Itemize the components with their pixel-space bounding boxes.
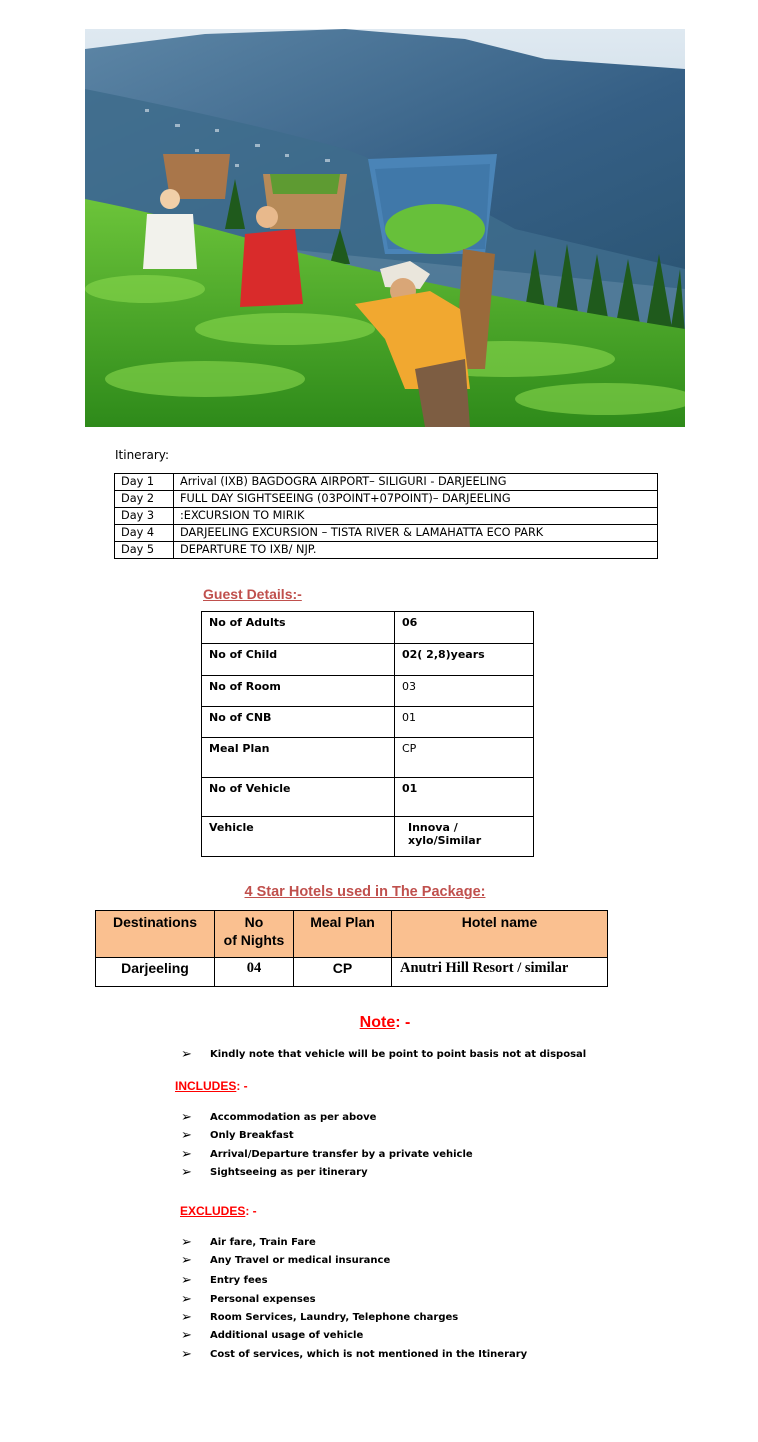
header-hotel-name: Hotel name bbox=[392, 911, 608, 958]
arrow-bullet-icon: ➢ bbox=[181, 1110, 192, 1125]
hotels-header-row bbox=[96, 911, 608, 958]
itinerary-text: DARJEELING EXCURSION – TISTA RIVER & LAMAHATTA ECO PARK bbox=[174, 525, 658, 542]
guest-value: 06 bbox=[395, 612, 534, 644]
header-nights-line2: of Nights bbox=[223, 932, 285, 948]
hotels-table bbox=[95, 910, 608, 987]
arrow-bullet-icon: ➢ bbox=[181, 1310, 192, 1325]
itinerary-row bbox=[115, 542, 658, 559]
guest-key: No of Room bbox=[202, 676, 395, 707]
excludes-item-text: Additional usage of vehicle bbox=[210, 1330, 364, 1341]
guest-value: 03 bbox=[395, 676, 534, 707]
itinerary-label: Itinerary: bbox=[115, 448, 170, 462]
guest-row bbox=[202, 738, 534, 778]
excludes-item-text: Personal expenses bbox=[210, 1294, 316, 1305]
itinerary-table bbox=[114, 473, 658, 559]
itinerary-text: DEPARTURE TO IXB/ NJP. bbox=[174, 542, 658, 559]
arrow-bullet-icon: ➢ bbox=[181, 1273, 192, 1288]
includes-item-text: Arrival/Departure transfer by a private vehicle bbox=[210, 1149, 473, 1160]
hotel-name: Anutri Hill Resort / similar bbox=[392, 958, 608, 987]
arrow-bullet-icon: ➢ bbox=[181, 1128, 192, 1143]
header-nights-line1: No bbox=[244, 914, 264, 930]
includes-item bbox=[181, 1147, 473, 1162]
itinerary-day: Day 2 bbox=[115, 491, 174, 508]
guest-key: No of CNB bbox=[202, 707, 395, 738]
guest-key: No of Child bbox=[202, 644, 395, 676]
includes-suffix: : - bbox=[236, 1079, 248, 1093]
hotel-nights: 04 bbox=[215, 958, 294, 987]
hotels-title: 4 Star Hotels used in The Package: bbox=[244, 884, 486, 900]
excludes-item bbox=[181, 1328, 363, 1343]
itinerary-row bbox=[115, 474, 658, 491]
guest-value: 02( 2,8)years bbox=[395, 644, 534, 676]
includes-item bbox=[181, 1128, 294, 1143]
hotel-meal-plan: CP bbox=[294, 958, 392, 987]
guest-value: CP bbox=[395, 738, 534, 778]
guest-value: Innova / xylo/Similar bbox=[395, 817, 534, 857]
excludes-item bbox=[181, 1292, 316, 1307]
guest-row bbox=[202, 676, 534, 707]
excludes-heading bbox=[180, 1204, 257, 1218]
note-heading bbox=[0, 1014, 758, 1032]
header-nights bbox=[215, 911, 294, 958]
excludes-item-text: Entry fees bbox=[210, 1275, 268, 1286]
note-title: Note bbox=[359, 1014, 396, 1031]
hotels-row bbox=[96, 958, 608, 987]
excludes-item-text: Air fare, Train Fare bbox=[210, 1237, 316, 1248]
guest-value: 01 bbox=[395, 707, 534, 738]
arrow-bullet-icon: ➢ bbox=[181, 1165, 192, 1180]
excludes-item-text: Cost of services, which is not mentioned in the Itinerary bbox=[210, 1349, 528, 1360]
guest-key: No of Vehicle bbox=[202, 778, 395, 817]
note-item bbox=[181, 1047, 586, 1062]
excludes-title: EXCLUDES bbox=[180, 1204, 246, 1218]
excludes-item-text: Room Services, Laundry, Telephone charges bbox=[210, 1312, 459, 1323]
arrow-bullet-icon: ➢ bbox=[181, 1347, 192, 1362]
guest-details-title: Guest Details:- bbox=[203, 586, 302, 602]
excludes-item bbox=[181, 1310, 458, 1325]
excludes-item-text: Any Travel or medical insurance bbox=[210, 1255, 391, 1266]
arrow-bullet-icon: ➢ bbox=[181, 1328, 192, 1343]
note-suffix: : - bbox=[395, 1014, 411, 1031]
guest-key: Meal Plan bbox=[202, 738, 395, 778]
guest-details-table bbox=[201, 611, 534, 857]
note-item-text: Kindly note that vehicle will be point to point basis not at disposal bbox=[210, 1049, 587, 1060]
guest-row bbox=[202, 707, 534, 738]
includes-title: INCLUDES bbox=[175, 1079, 237, 1093]
arrow-bullet-icon: ➢ bbox=[181, 1235, 192, 1250]
header-destinations: Destinations bbox=[96, 911, 215, 958]
includes-heading bbox=[175, 1079, 248, 1093]
excludes-suffix: : - bbox=[245, 1204, 257, 1218]
arrow-bullet-icon: ➢ bbox=[181, 1292, 192, 1307]
itinerary-row bbox=[115, 491, 658, 508]
includes-item bbox=[181, 1165, 368, 1180]
itinerary-text: :EXCURSION TO MIRIK bbox=[174, 508, 658, 525]
includes-item-text: Only Breakfast bbox=[210, 1130, 294, 1141]
guest-value: 01 bbox=[395, 778, 534, 817]
itinerary-row bbox=[115, 508, 658, 525]
excludes-item bbox=[181, 1253, 390, 1268]
itinerary-text: FULL DAY SIGHTSEEING (03POINT+07POINT)– DARJEELING bbox=[174, 491, 658, 508]
itinerary-text: Arrival (IXB) BAGDOGRA AIRPORT– SILIGURI - DARJEELING bbox=[174, 474, 658, 491]
includes-item bbox=[181, 1110, 376, 1125]
excludes-item bbox=[181, 1273, 268, 1288]
excludes-item bbox=[181, 1347, 527, 1362]
itinerary-row bbox=[115, 525, 658, 542]
itinerary-day: Day 1 bbox=[115, 474, 174, 491]
includes-item-text: Accommodation as per above bbox=[210, 1112, 377, 1123]
arrow-bullet-icon: ➢ bbox=[181, 1253, 192, 1268]
arrow-bullet-icon: ➢ bbox=[181, 1047, 192, 1062]
excludes-item bbox=[181, 1235, 316, 1250]
itinerary-day: Day 3 bbox=[115, 508, 174, 525]
guest-key: No of Adults bbox=[202, 612, 395, 644]
itinerary-day: Day 4 bbox=[115, 525, 174, 542]
arrow-bullet-icon: ➢ bbox=[181, 1147, 192, 1162]
guest-key: Vehicle bbox=[202, 817, 395, 857]
hotel-destination: Darjeeling bbox=[96, 958, 215, 987]
includes-item-text: Sightseeing as per itinerary bbox=[210, 1167, 368, 1178]
guest-row bbox=[202, 644, 534, 676]
hero-photo-tea-garden bbox=[85, 29, 685, 427]
guest-row bbox=[202, 778, 534, 817]
header-meal-plan: Meal Plan bbox=[294, 911, 392, 958]
guest-row bbox=[202, 612, 534, 644]
itinerary-day: Day 5 bbox=[115, 542, 174, 559]
guest-row bbox=[202, 817, 534, 857]
